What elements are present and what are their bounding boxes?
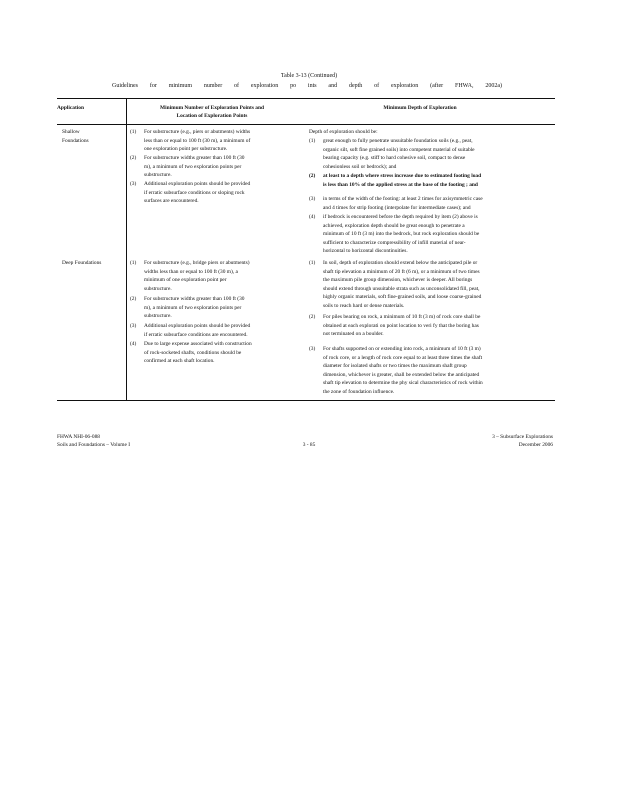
item-number: (4) [309,214,316,220]
item-text: For shafts supported on or extending into rock, a minimum of 10 ft (3 m) of rock core, or a length of rock core equal to at least three times the shaft diameter for isolated shafts or two times the maximum shaft group dimension, whichever is greater, shall be extended below the anticipated shaft tip elevation to determine the phy sical characteristics of rock within the zone of foundation influence. [323,346,483,395]
item-number: (1) [130,129,137,135]
column-divider [126,98,127,400]
item-text: great enough to fully penetrate unsuitable foundation soils (e.g., peat, organic silt, soft fine grained soils) into competent material of suitable bearing capacity (e.g. stiff to hard cohesive soil, compact to dense cohesionless soil or bedrock); and [323,138,475,170]
table-bottom-rule [57,400,555,401]
item-text: at least to a depth where stress increase due to estimated footing load is less than 10% of the applied stress at the base of the footing ; and [323,173,482,188]
item-text: In soil, depth of exploration should extend below the anticipated pile or shaft tip elevation a minimum of 20 ft (6 m), or a minimum of two times the maximum pile group dimension, whichever is deeper. All borings should extend through unsuitable strata such as unconsolidated fill, peat, highly organic materials, soft fine-grained soils, and loose coarse-grained soils to reach hard or dense materials. [323,260,482,309]
item-number: (3) [309,196,316,202]
item-number: (3) [309,346,316,352]
item-text: if bedrock is encountered before the depth required by item (2) above is achieved, exploration depth should be great enough to penetrate a minimum of 10 ft (3 m) into the bedrock, but rock exploration should be sufficient to characterize compressibility of infill material of near- horizontal to horizontal discontinuities. [323,214,480,255]
table-title: Table 3-13 (Continued) [280,73,338,79]
table-top-rule [57,98,555,99]
item-text: Additional exploration points should be provided if erratic subsurface conditions are encountered. [144,323,251,338]
item-number: (1) [130,260,137,266]
application-deep: Deep Foundations [62,260,102,266]
item-number: (3) [130,181,137,187]
item-text: Additional exploration points should be provided if erratic subsurface conditions or sloping rock surfaces are encountered. [144,181,251,205]
item-number: (2) [309,314,316,320]
header-min-points: Minimum Number of Exploration Points and Location of Exploration Points [160,105,264,120]
item-number: (1) [309,138,316,144]
footer-date: December 2006 [518,442,553,448]
header-application: Application [57,105,84,111]
application-shallow: Shallow Foundations [62,129,89,144]
item-text: in terms of the width of the footing: at least 2 times for axisymmetric case and 4 times for strip footing (interpolate for intermediate cases); and [323,196,483,211]
item-text: For substructure widths greater than 100 ft (30 m), a minimum of two exploration points per substructure. [144,296,245,320]
item-text: For piles bearing on rock, a minimum of 10 ft (3 m) of rock core shall be obtained at each explorati on point location to veri fy that the boring has not terminated on a boulder. [323,314,481,338]
item-text: For substructure (e.g., bridge piers or abutments) widths less than or equal to 100 ft (30 m), a minimum of one exploration point per substructure. [144,260,250,292]
footer-chapter: 3 – Subsurface Explorations [492,434,553,440]
header-bottom-rule [57,124,555,125]
footer-volume: Soils and Foundations – Volume I [57,442,131,448]
item-number: (1) [309,260,316,266]
item-number: (2) [130,296,137,302]
footer-publication: FHWA NHI-06-088 [57,434,100,440]
item-number: (3) [130,323,137,329]
header-min-depth: Minimum Depth of Exploration [383,105,457,111]
table-subtitle: Guidelines for minimum number of exploration po ints and depth of exploration (after FHWA, 2002a) [112,83,502,89]
item-text: Due to large expense associated with construction of rock-socketed shafts, conditions should be confirmed at each shaft location. [144,341,252,365]
depth-intro: Depth of exploration should be: [309,129,378,135]
item-number: (2) [309,173,316,179]
item-text: For substructure widths greater than 100 ft (30 m), a minimum of two exploration points per substructure. [144,155,245,179]
item-text: For substructure (e.g., piers or abutments) widths less than or equal to 100 ft (30 m), a minimum of one exploration point per substructure. [144,129,251,153]
page-number: 3 - 85 [302,442,316,448]
item-number: (4) [130,341,137,347]
item-number: (2) [130,155,137,161]
